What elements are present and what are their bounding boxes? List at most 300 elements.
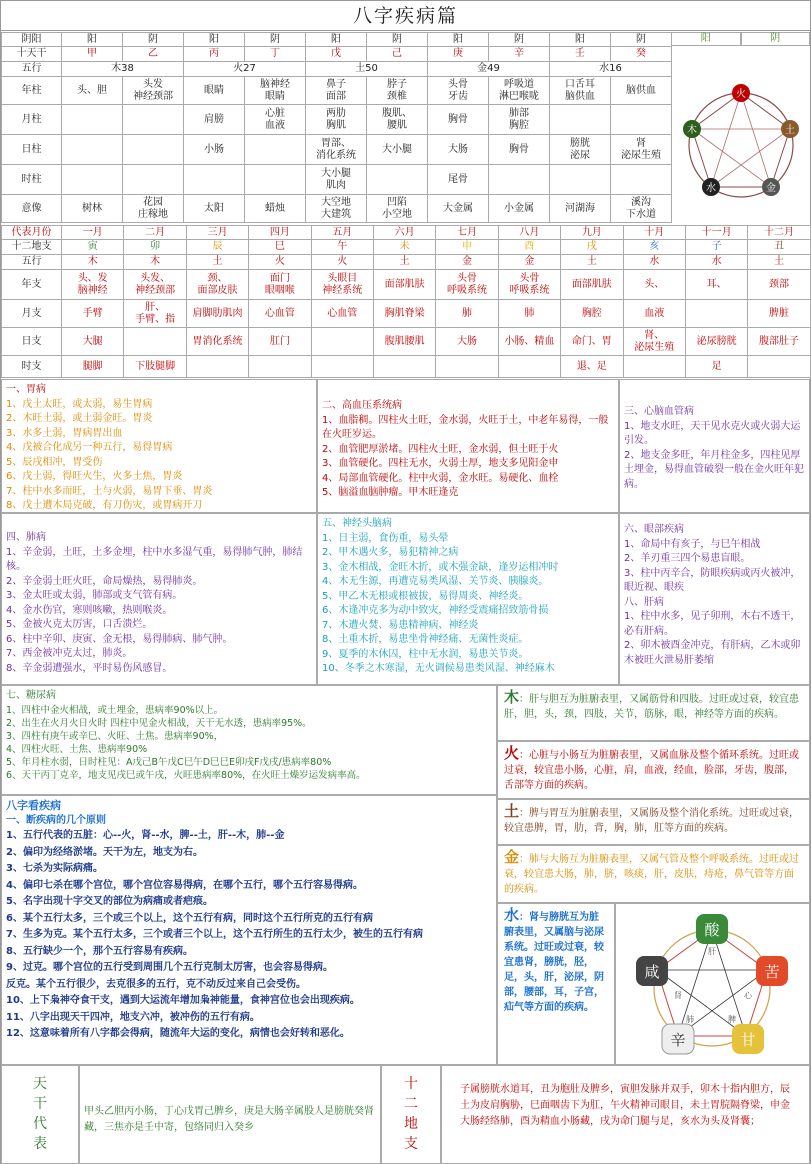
month-branch-row-cell: 肺 (498, 300, 560, 328)
yinyang-row-cell: 阳 (184, 33, 245, 47)
imagery-row-cell: 溪沟 下水道 (611, 195, 672, 223)
footer-stems-title-char: 表 (33, 1136, 47, 1152)
branch-wuxing-row-cell: 火 (311, 255, 373, 270)
eye-line: 2、羊刃重三四个易患盲眼。 (624, 553, 751, 564)
wuxing-row-cell: 火27 (184, 62, 306, 77)
yinyang-row-cell: 阳 (62, 33, 123, 47)
panel-diabetes (1, 685, 497, 795)
stems-row-cell: 庚 (428, 47, 489, 62)
branches-row-cell: 寅 (62, 240, 124, 255)
day-branch-row-cell (124, 328, 186, 356)
neuro-line: 5、甲乙木无根或根被拔，易得周炎、神经炎。 (322, 590, 529, 602)
wood-text: ：肝与胆互为脏腑表里，又属筋骨和四肢。过旺或过衰，较宜患肝，胆，头，颈，四肢，关节，筋脉，眼，神经等方面的疾病。 (504, 694, 800, 720)
branches-row-cell: 巳 (249, 240, 311, 255)
branch-wuxing-row-cell: 土 (373, 255, 435, 270)
panel-neuro-title: 五、神经头脑病 (322, 518, 392, 529)
panel-principles-subtitle: 一、断疾病的几个原则 (6, 814, 106, 826)
hour-branch-row-cell (436, 356, 498, 378)
metal-char: 金 (504, 848, 520, 866)
yin-yang-extra-2: 阴 (741, 32, 811, 46)
taste-pungent (662, 1024, 694, 1054)
panel-stomach-title: 一、胃病 (6, 384, 46, 395)
neuro-line: 7、木遭火焚、易患精神病、神经炎 (322, 619, 479, 631)
node-earth (781, 120, 799, 138)
panel-eye-title: 六、眼部疾病 (624, 524, 684, 535)
organ-lung: 肺 (686, 1015, 694, 1024)
day-pillar-row-cell: 膀胱 泌尿 (550, 135, 611, 165)
wuxing-diagram (673, 53, 809, 223)
month-pillar-row-cell: 肩膀 (184, 105, 245, 135)
principle-line: 4、偏印七杀在哪个宫位，哪个宫位容易得病，在哪个五行，哪个五行容易得病。 (6, 879, 363, 891)
diabetes-line: 2、出生在火月火日火时 四柱中见金火相战，天干无水透，患病率95%。 (6, 717, 312, 729)
taste-salty-label: 咸 (644, 963, 660, 981)
imagery-row-cell: 凹陷 小空地 (367, 195, 428, 223)
month-branch-row-cell: 肩脚肋肌肉 (186, 300, 248, 328)
node-water (702, 178, 720, 196)
day-pillar-row-cell: 大肠 (428, 135, 489, 165)
yinyang-row-cell: 阴 (245, 33, 306, 47)
water-text: ：肾与膀胱互为脏腑表里，又属脑与泌尿系统。过旺或过衰，较宜患肾，膀胱，胫，足，头，肝，泌尿，阴部，腰部，耳，子宫，疝气等方面的疾病。 (504, 912, 604, 1013)
lung-line: 1、辛金弱，土旺，土多金埋，柱中水多湿气重，易得肺气肿，肺结核。 (6, 546, 303, 572)
liver-line: 2、卯木被酉金冲克，有肝病，乙木或卯木被旺火泄易肝萎缩 (624, 640, 801, 666)
panel-principles-title: 八字看疾病 (6, 799, 61, 812)
earth-desc (497, 799, 810, 845)
hour-branch-row-cell: 时支 (2, 356, 62, 378)
branches-row-cell: 申 (436, 240, 498, 255)
imagery-row-cell: 大金属 (428, 195, 489, 223)
tastes-star-lines (657, 930, 767, 1036)
imagery-row-cell: 小金属 (489, 195, 550, 223)
node-wood (683, 120, 701, 138)
months-row-cell: 一月 (62, 226, 124, 240)
footer-branches-title-char: 支 (404, 1136, 418, 1152)
lung-line: 2、辛金弱土旺火旺，命局燥热，易得肺炎。 (6, 575, 203, 587)
hypertension-line: 2、血管肥厚淤堵。四柱火土旺，金水弱，但土旺于火 (322, 443, 559, 455)
neuro-line: 3、金木相战，金旺木折，或木强金缺，逢岁运相冲时 (322, 561, 559, 573)
panel-cardio-title: 三、心脑血管病 (624, 406, 694, 417)
months-row-cell: 六月 (373, 226, 435, 240)
taste-bitter (756, 956, 788, 986)
neuro-line: 10、冬季之木寒湿，无火调候易患类风湿、神经麻木 (322, 663, 555, 674)
year-branch-row-cell: 面门 眼咽喉 (249, 270, 311, 300)
branch-wuxing-row-cell: 五行 (2, 255, 62, 270)
months-row-cell: 代表月份 (2, 226, 62, 240)
node-metal (762, 178, 780, 196)
hour-pillar-row-cell (123, 165, 184, 195)
month-pillar-row-cell: 心脏 血液 (245, 105, 306, 135)
imagery-row (2, 195, 672, 223)
hour-pillar-row-cell (62, 165, 123, 195)
neuro-line: 4、木无生源，再遭克易类风湿、关节炎、胰腺炎。 (322, 576, 549, 587)
year-branch-row-cell: 头发、 神经颈部 (124, 270, 186, 300)
extra-yinyang (671, 32, 810, 46)
yinyang-row-cell: 阳 (428, 33, 489, 47)
branch-wuxing-row-cell: 土 (561, 255, 623, 270)
yinyang-row-cell: 阳 (306, 33, 367, 47)
year-pillar-row-cell: 鼻子 面部 (306, 77, 367, 105)
principle-line: 6、某个五行太多，三个或三个以上，这个五行有病，同时这个五行所克的五行有病 (6, 912, 373, 924)
lung-line: 7、西金被冲克太过，肺炎。 (6, 648, 133, 659)
day-branch-row-cell (311, 328, 373, 356)
yin-yang-extra-1: 阳 (671, 32, 741, 46)
taste-bitter-label: 苦 (764, 963, 780, 981)
day-branch-row-cell: 泌尿膀胱 (685, 328, 747, 356)
page-title: 八字疾病篇 (1, 1, 810, 31)
stems-table (1, 32, 672, 223)
fire-text: ：心脏与小肠互为脏腑表里，又属血脉及整个循环系统。过旺或过衰，较宜患小肠，心脏，肩，血液，经血，脸部，牙齿，腹部，舌部等方面的疾病。 (504, 750, 800, 791)
branches-row (2, 240, 811, 255)
branch-wuxing-row-cell: 火 (249, 255, 311, 270)
day-pillar-row-cell (245, 135, 306, 165)
year-pillar-row-cell: 口舌耳 脑供血 (550, 77, 611, 105)
day-pillar-row-cell: 日柱 (2, 135, 62, 165)
hour-branch-row-cell (249, 356, 311, 378)
diabetes-line: 4、四柱火旺、土焦、患病率90% (6, 743, 148, 755)
months-row (2, 226, 811, 240)
organ-liver: 肝 (708, 947, 716, 956)
stomach-line: 4、戊被合化成另一种五行，易得胃病 (6, 442, 173, 453)
month-pillar-row-cell (611, 105, 672, 135)
fire-desc (497, 741, 810, 799)
month-branch-row-cell: 肺 (436, 300, 498, 328)
hour-branch-row-cell (623, 356, 685, 378)
neuro-line: 6、木逢冲克多为动中致灾，神经受震痛招致筋骨损 (322, 605, 549, 616)
organ-kidney: 肾 (674, 991, 682, 1000)
month-branch-row-cell: 脾脏 (748, 300, 810, 328)
wuxing-row (2, 62, 672, 77)
hypertension-line: 5、脑溢血脑肿瘤。甲木旺逢克 (322, 487, 459, 498)
branch-wuxing-row-cell: 木 (62, 255, 124, 270)
stems-row-cell: 甲 (62, 47, 123, 62)
water-char: 水 (504, 906, 520, 924)
month-pillar-row-cell: 两肋 胸肌 (306, 105, 367, 135)
metal-text: ：肺与大肠互为脏腑表里，又属气管及整个呼吸系统。过旺或过衰，较宜患大肠，肺，脐，咳痰，肝，皮肤，痔疮，鼻气管等方面的疾病。 (504, 854, 800, 895)
liver-line: 1、柱中水多，见子卯刑，木右不透干，必有肝病。 (624, 611, 801, 637)
neuro-line: 1、日主弱，食伤重，易头晕 (322, 532, 449, 544)
month-branch-row-cell: 月支 (2, 300, 62, 328)
water-desc (497, 903, 615, 1065)
month-pillar-row-cell: 肺部 胸腔 (489, 105, 550, 135)
hour-pillar-row (2, 165, 672, 195)
stems-row-cell: 壬 (550, 47, 611, 62)
branches-row-cell: 未 (373, 240, 435, 255)
panel-hypertension (317, 379, 619, 513)
principle-line: 2、偏印为经络淤堵。天干为左，地支为右。 (6, 846, 203, 858)
hour-branch-row-cell (748, 356, 810, 378)
hour-branch-row-cell (186, 356, 248, 378)
imagery-row-cell: 河湖海 (550, 195, 611, 223)
hypertension-line: 1、血脂稠。四柱火土旺，金水弱，火旺于土，中老年易得，一般在火旺岁运。 (322, 414, 609, 440)
tastes-star (657, 930, 767, 1036)
node-metal-label: 金 (766, 183, 776, 194)
hypertension-line: 4、局部血管硬化。柱中火弱，金水旺。易硬化、血栓 (322, 472, 559, 484)
branches-row-cell: 亥 (623, 240, 685, 255)
tastes-diagram (615, 903, 810, 1065)
stems-row-cell: 辛 (489, 47, 550, 62)
principle-line: 5、名字出现十字交叉的部位为病痛或者疤痕。 (6, 896, 213, 907)
day-pillar-row-cell: 胃部、 消化系统 (306, 135, 367, 165)
yinyang-row-cell: 阳 (550, 33, 611, 47)
year-pillar-row-cell: 呼吸道 淋巴喉咙 (489, 77, 550, 105)
stems-row-cell: 丙 (184, 47, 245, 62)
months-row-cell: 七月 (436, 226, 498, 240)
branches-row-cell: 酉 (498, 240, 560, 255)
year-pillar-row-cell: 头骨 牙齿 (428, 77, 489, 105)
day-branch-row-cell: 小肠、精血 (498, 328, 560, 356)
eye-line: 1、命局中有亥子，与巳午相战 (624, 538, 761, 550)
cardio-line: 1、地支水旺，天干见水克火或火弱大运引发。 (624, 420, 801, 446)
stems-row-cell: 乙 (123, 47, 184, 62)
principle-line: 8、五行缺少一个，那个五行容易有疾病。 (6, 945, 193, 957)
hour-branch-row (2, 356, 811, 378)
months-row-cell: 三月 (186, 226, 248, 240)
diabetes-line: 5、年月柱水弱，日时柱见：A戊己B午戊C巳午D巳巳E卯戌F戊戌/患病率80% (6, 756, 332, 768)
panel-neuro (317, 513, 619, 685)
stems-row-cell: 癸 (611, 47, 672, 62)
hour-pillar-row-cell (245, 165, 306, 195)
months-row-cell: 二月 (124, 226, 186, 240)
day-branch-row-cell: 胃消化系统 (186, 328, 248, 356)
organ-spleen: 脾 (728, 1015, 736, 1024)
lung-line: 8、辛金弱遭强水，平时易伤风感冒。 (6, 662, 173, 674)
neuro-line: 8、土重木折，易患坐骨神经痛、无菌性炎症。 (322, 634, 529, 645)
branch-wuxing-row (2, 255, 811, 270)
month-branch-row-cell (685, 300, 747, 328)
month-branch-row-cell: 肝、 手臂、指 (124, 300, 186, 328)
footer-branches-title-char: 地 (404, 1116, 418, 1132)
imagery-row-cell: 意像 (2, 195, 62, 223)
day-branch-row-cell: 日支 (2, 328, 62, 356)
taste-sweet-label: 甘 (740, 1031, 756, 1049)
day-branch-row (2, 328, 811, 356)
imagery-row-cell: 花园 庄稼地 (123, 195, 184, 223)
hour-branch-row-cell: 足 (685, 356, 747, 378)
principle-line: 11、八字出现天干四冲，地支六冲，被冲伤的五行有病。 (6, 1011, 260, 1023)
node-fire-label: 火 (736, 89, 746, 100)
day-branch-row-cell: 肛门 (249, 328, 311, 356)
wuxing-row-cell: 土50 (306, 62, 428, 77)
yinyang-row-cell: 阴 (489, 33, 550, 47)
stems-row-cell: 己 (367, 47, 428, 62)
day-pillar-row-cell: 大小腿 (367, 135, 428, 165)
earth-char: 土 (504, 802, 520, 820)
branch-wuxing-row-cell: 水 (623, 255, 685, 270)
stomach-line: 6、戊土弱，得旺火生，火多土焦，胃炎 (6, 471, 183, 482)
months-row-cell: 十一月 (685, 226, 747, 240)
imagery-row-cell: 太阳 (184, 195, 245, 223)
neuro-line: 9、夏季的木休囚，柱中无水润，易患关节炎。 (322, 648, 529, 660)
hour-pillar-row-cell (184, 165, 245, 195)
principle-line: 9、过克。哪个宫位的五行受到周围几个五行克制太厉害，也会容易得病。 (6, 962, 333, 973)
diabetes-line: 6、天干丙丁克辛，地支见戌巳或午戌，火旺患病率80%，在火旺土燥岁运发病率高。 (6, 769, 366, 781)
footer-stems-title (1, 1065, 79, 1164)
panel-liver-title: 八、肝病 (624, 596, 664, 608)
year-branch-row-cell: 年支 (2, 270, 62, 300)
month-branch-row-cell: 胸肌脊梁 (373, 300, 435, 328)
branches-table (1, 225, 811, 378)
month-pillar-row-cell (550, 105, 611, 135)
imagery-row-cell: 大空地 大建筑 (306, 195, 367, 223)
month-pillar-row-cell (62, 105, 123, 135)
year-branch-row-cell: 耳、 (685, 270, 747, 300)
year-pillar-row (2, 77, 672, 105)
hour-pillar-row-cell: 尾骨 (428, 165, 489, 195)
footer-branches-title-char: 二 (404, 1096, 418, 1112)
taste-salty (636, 956, 668, 986)
eye-line: 3、柱中丙辛合，防眼疾病或丙火被冲，眼近视、眼疾 (624, 567, 801, 593)
stomach-line: 3、水多土弱，胃病胃出血 (6, 427, 123, 439)
month-pillar-row-cell: 胸骨 (428, 105, 489, 135)
lung-line: 3、金太旺或太弱，肺部或支气管有病。 (6, 590, 183, 601)
principle-line: 7、生多为克。某个五行太多，三个或者三个以上，这个五行所生的五行太少，被生的五行有病 (6, 929, 423, 940)
branches-row-cell: 辰 (186, 240, 248, 255)
footer-branches-text (441, 1065, 810, 1164)
months-row-cell: 十二月 (748, 226, 810, 240)
day-pillar-row-cell (62, 135, 123, 165)
panel-lung (1, 513, 317, 685)
year-pillar-row-cell: 脑供血 (611, 77, 672, 105)
months-row-cell: 八月 (498, 226, 560, 240)
branch-wuxing-row-cell: 土 (748, 255, 810, 270)
yinyang-row-cell: 阴 (367, 33, 428, 47)
stems-row-cell: 戊 (306, 47, 367, 62)
day-branch-row-cell: 大肠 (436, 328, 498, 356)
year-pillar-row-cell: 脑神经 眼睛 (245, 77, 306, 105)
hour-branch-row-cell: 下肢腿脚 (124, 356, 186, 378)
stems-row (2, 47, 672, 62)
year-branch-row-cell: 头、 (623, 270, 685, 300)
panel-lung-title: 四、肺病 (6, 532, 46, 543)
tastes-svg (616, 904, 809, 1064)
footer-stems-poem: 甲头乙胆丙小肠，丁心戊胃己脾乡，庚是大肠辛属股人是膀胱癸肾藏，三焦亦是壬中寄，包络同归入癸乡 (84, 1106, 374, 1133)
node-earth-label: 土 (785, 125, 795, 136)
taste-sweet (732, 1024, 764, 1054)
month-pillar-row (2, 105, 672, 135)
hour-branch-row-cell (373, 356, 435, 378)
year-branch-row-cell: 面部肌肤 (373, 270, 435, 300)
day-branch-row-cell: 腹肌腰肌 (373, 328, 435, 356)
day-pillar-row-cell: 小肠 (184, 135, 245, 165)
day-pillar-row-cell: 胸骨 (489, 135, 550, 165)
wuxing-row-cell: 木38 (62, 62, 184, 77)
day-branch-row-cell: 命门、胃 (561, 328, 623, 356)
yinyang-row-cell: 阴阳 (2, 33, 62, 47)
yinyang-row (2, 33, 672, 47)
branch-wuxing-row-cell: 木 (124, 255, 186, 270)
year-pillar-row-cell: 眼睛 (184, 77, 245, 105)
months-row-cell: 五月 (311, 226, 373, 240)
wood-desc (497, 685, 810, 741)
branch-wuxing-row-cell: 金 (436, 255, 498, 270)
hour-pillar-row-cell: 时柱 (2, 165, 62, 195)
month-pillar-row-cell (123, 105, 184, 135)
month-pillar-row-cell: 月柱 (2, 105, 62, 135)
hour-pillar-row-cell (611, 165, 672, 195)
wuxing-row-cell: 水16 (550, 62, 672, 77)
stomach-line: 5、辰戌相冲，胃受伤 (6, 456, 103, 468)
fire-char: 火 (504, 744, 520, 762)
wuxing-cycle-svg (673, 53, 809, 223)
hypertension-line: 3、血管硬化。四柱无水，火弱土厚，地支多见阳金申 (322, 458, 559, 469)
month-branch-row-cell: 血液 (623, 300, 685, 328)
month-pillar-row-cell: 腹肌、 腰肌 (367, 105, 428, 135)
month-branch-row-cell: 胸腔 (561, 300, 623, 328)
principle-line: 1、五行代表的五脏：心--火，肾--水，脾--土，肝--木，肺--金 (6, 830, 285, 841)
branches-row-cell: 丑 (748, 240, 810, 255)
panel-diabetes-title: 七、糖尿病 (6, 690, 56, 701)
node-wood-label: 木 (687, 125, 697, 136)
day-pillar-row-cell (123, 135, 184, 165)
year-pillar-row-cell: 头发 神经颈部 (123, 77, 184, 105)
stomach-line: 8、戊土遭木局克破，有刀伤灾，或胃病开刀 (6, 500, 203, 511)
footer-stems-title-char: 代 (33, 1116, 47, 1132)
neuro-line: 2、甲木遇火多，易犯精神之病 (322, 547, 459, 558)
year-branch-row-cell: 颈、 面部皮肤 (186, 270, 248, 300)
lung-line: 6、柱中辛卯、庚寅、金无根，易得肺病、肺气肿。 (6, 633, 233, 645)
month-branch-row-cell: 心血管 (249, 300, 311, 328)
branch-wuxing-row-cell: 土 (186, 255, 248, 270)
imagery-row-cell: 蜡烛 (245, 195, 306, 223)
hour-branch-row-cell: 腿脚 (62, 356, 124, 378)
panel-hypertension-title: 二、高血压系统病 (322, 400, 402, 411)
hour-pillar-row-cell (367, 165, 428, 195)
stomach-line: 7、柱中水多而旺，土与火弱，易胃下垂、胃炎 (6, 485, 213, 497)
year-branch-row-cell: 面部肌肤 (561, 270, 623, 300)
months-row-cell: 四月 (249, 226, 311, 240)
lung-line: 5、金被火克太厉害，口舌溃烂。 (6, 619, 153, 630)
lung-line: 4、金水伤官，寒则咳嗽，热则喉炎。 (6, 604, 173, 616)
branch-wuxing-row-cell: 水 (685, 255, 747, 270)
panel-stomach (1, 379, 317, 513)
day-branch-row-cell: 肾、 泌尿生殖 (623, 328, 685, 356)
year-pillar-row-cell: 脖子 颈椎 (367, 77, 428, 105)
month-branch-row (2, 300, 811, 328)
footer-branches-title (381, 1065, 441, 1164)
months-row-cell: 十月 (623, 226, 685, 240)
day-pillar-row-cell: 肾 泌尿生殖 (611, 135, 672, 165)
hour-pillar-row-cell: 大小腿 肌肉 (306, 165, 367, 195)
year-branch-row-cell: 头眼目 神经系统 (311, 270, 373, 300)
hour-branch-row-cell (311, 356, 373, 378)
footer-branches-title-char: 十 (404, 1076, 418, 1092)
stems-row-cell: 十天干 (2, 47, 62, 62)
footer-stems-title-char: 干 (33, 1096, 47, 1112)
taste-pungent-label: 辛 (670, 1031, 686, 1049)
imagery-row-cell: 树林 (62, 195, 123, 223)
principle-line: 12、这意味着所有八字都会得病，随流年大运的变化，病情也会好转和恶化。 (6, 1028, 350, 1039)
stems-table-wrap (1, 32, 671, 223)
principle-line: 3、七杀为实际病痛。 (6, 863, 103, 874)
day-pillar-row (2, 135, 672, 165)
footer-stems-text (79, 1065, 381, 1164)
yinyang-row-cell: 阴 (123, 33, 184, 47)
metal-desc (497, 845, 810, 903)
year-branch-row-cell: 头骨 呼吸系统 (498, 270, 560, 300)
branches-row-cell: 十二地支 (2, 240, 62, 255)
panel-principles (1, 795, 497, 1065)
stomach-line: 1、戊土太旺，或太弱，易生胃病 (6, 398, 153, 410)
month-branch-row-cell: 手臂 (62, 300, 124, 328)
footer-stems-title-char: 天 (33, 1076, 47, 1092)
day-branch-row-cell: 大腿 (62, 328, 124, 356)
year-pillar-row-cell: 头、胆 (62, 77, 123, 105)
organ-heart: 心 (744, 991, 752, 1000)
stems-row-cell: 丁 (245, 47, 306, 62)
footer-branches-poem: 子属膀胱水道耳，丑为胞肚及脾乡，寅胆发脉并双手，卯木十指内胆方，辰土为皮肩胸胁，巳面咽齿下为肛，午火精神司眼目，未土胃脘隔脊梁，申金大肠经络肺，酉为精血小肠藏，戌为命门腿与足，亥水为头及肾囊； (460, 1084, 790, 1127)
principle-line: 反克。某个五行很少，去克很多的五行，克不动反过来自己会受伤。 (6, 978, 306, 990)
branches-table-wrap (1, 225, 810, 378)
hour-pillar-row-cell (489, 165, 550, 195)
